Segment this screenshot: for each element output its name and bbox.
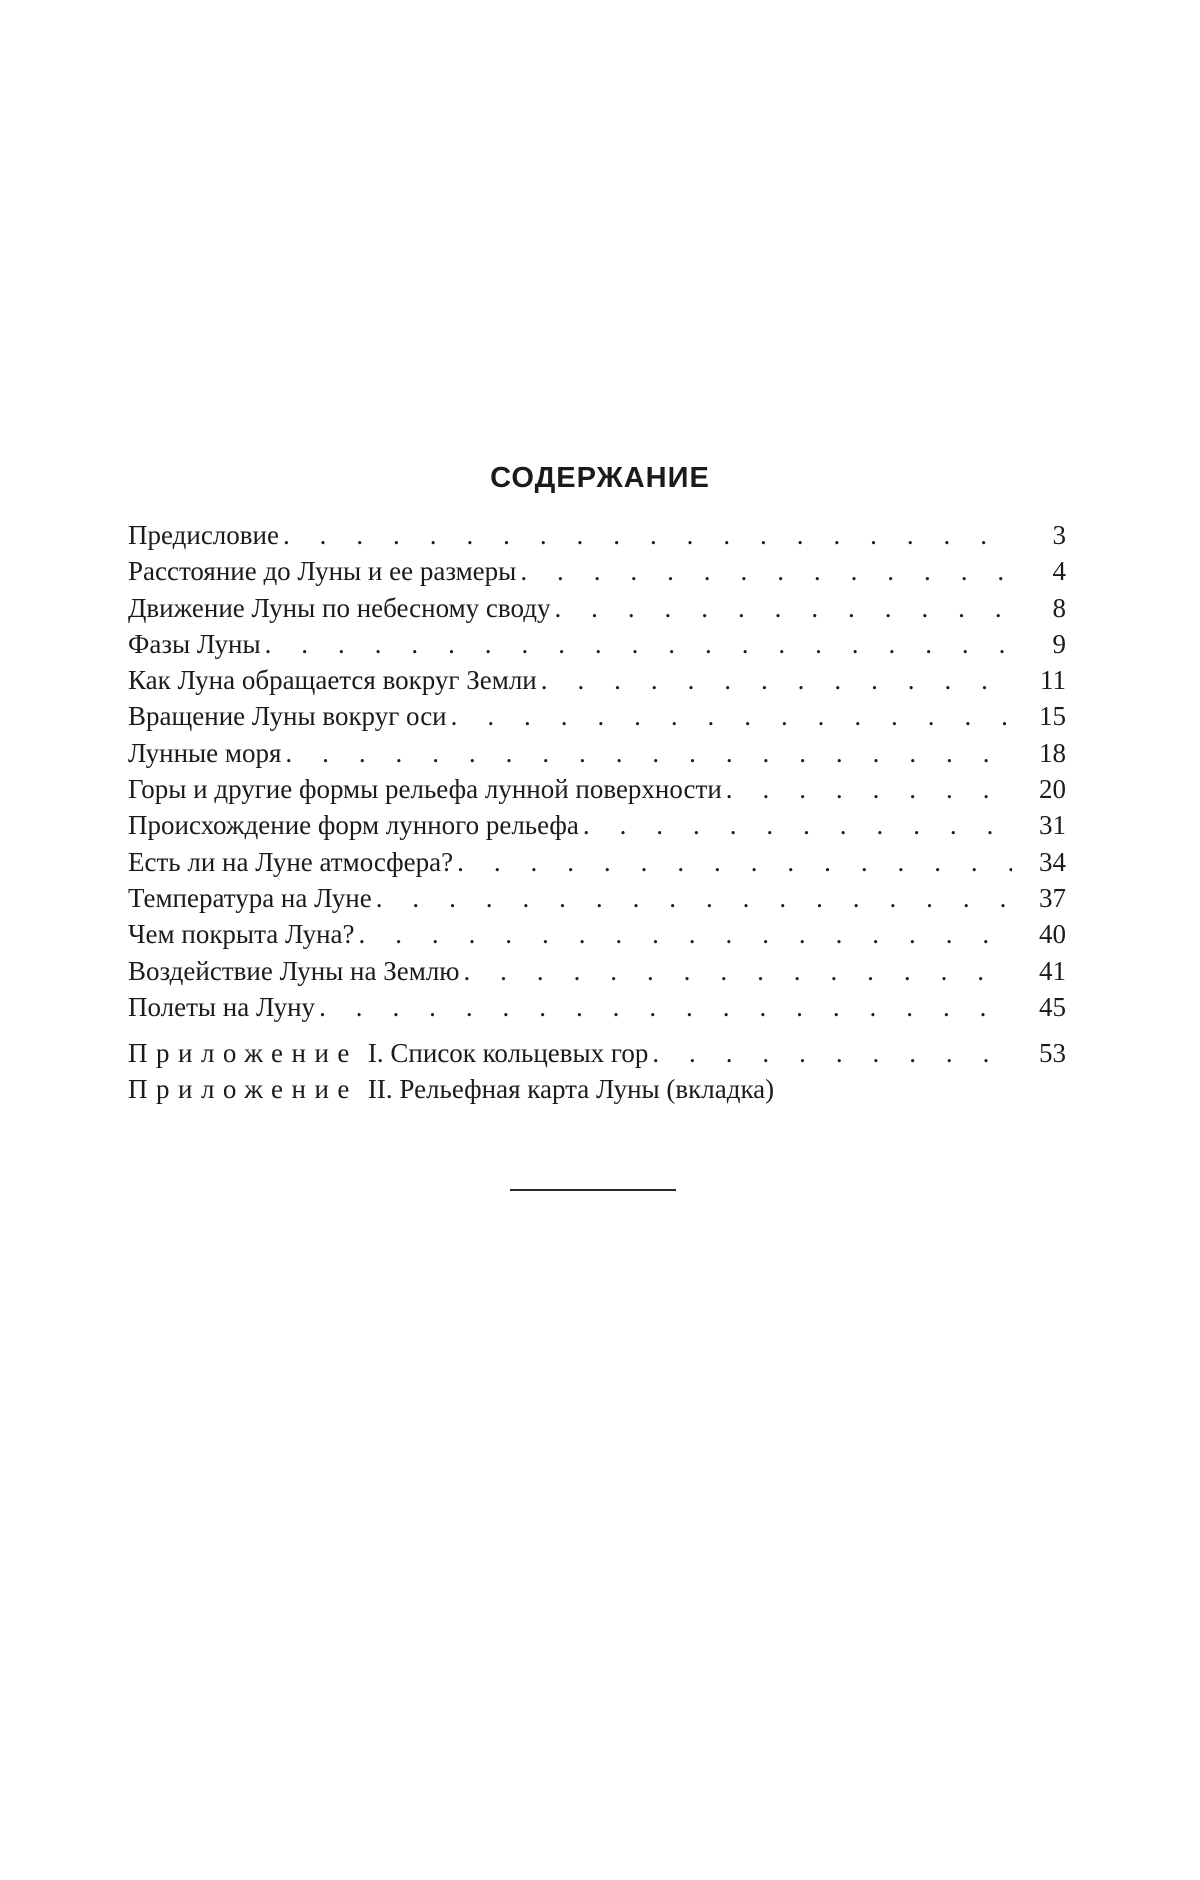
toc-entry[interactable] bbox=[128, 517, 1066, 553]
toc-entry-page: 4 bbox=[1052, 556, 1066, 587]
toc-entry-label: Горы и другие формы рельефа лунной поверхности bbox=[128, 774, 722, 805]
dot-leader bbox=[652, 1035, 1012, 1071]
toc-entry-page: 31 bbox=[1039, 810, 1066, 841]
toc-entry[interactable] bbox=[128, 916, 1066, 952]
toc-title: СОДЕРЖАНИЕ bbox=[490, 462, 710, 494]
toc-entry[interactable] bbox=[128, 807, 1066, 843]
dot-leader bbox=[285, 735, 1012, 771]
toc-entry[interactable] bbox=[128, 844, 1066, 880]
toc-entry-label: Температура на Луне bbox=[128, 882, 372, 913]
toc-entry[interactable] bbox=[128, 953, 1066, 989]
toc-entry-label: Чем покрыта Луна? bbox=[128, 919, 355, 950]
toc-entry-page: 53 bbox=[1039, 1038, 1066, 1069]
toc-entry-label: Лунные моря bbox=[128, 737, 282, 768]
toc-entry-page: 9 bbox=[1052, 628, 1066, 659]
toc-entry-page: 20 bbox=[1039, 774, 1066, 805]
toc-entry[interactable] bbox=[128, 880, 1066, 916]
dot-leader bbox=[359, 916, 1013, 952]
toc-entry-label: Вращение Луны вокруг оси bbox=[128, 701, 447, 732]
toc-entry-label: Происхождение форм лунного рельефа bbox=[128, 810, 579, 841]
dot-leader bbox=[457, 844, 1012, 880]
dot-leader bbox=[265, 626, 1012, 662]
toc-entry-page: 18 bbox=[1039, 737, 1066, 768]
toc-appendix-entry[interactable] bbox=[128, 1035, 1066, 1071]
toc-entry-label: Движение Луны по небесному своду bbox=[128, 592, 551, 623]
dot-leader bbox=[726, 771, 1012, 807]
toc-entry-page: 15 bbox=[1039, 701, 1066, 732]
toc-entry-label: Как Луна обращается вокруг Земли bbox=[128, 665, 537, 696]
toc-entry-label: Есть ли на Луне атмосфера? bbox=[128, 846, 454, 877]
dot-leader bbox=[376, 880, 1012, 916]
toc-entry[interactable] bbox=[128, 989, 1066, 1025]
toc-entry[interactable] bbox=[128, 590, 1066, 626]
dot-leader bbox=[451, 698, 1012, 734]
toc-entry-label: Воздействие Луны на Землю bbox=[128, 955, 460, 986]
toc-entry-label: Полеты на Луну bbox=[128, 991, 316, 1022]
toc-entry-page: 34 bbox=[1039, 846, 1066, 877]
toc-entry-label: Расстояние до Луны и ее размеры bbox=[128, 556, 517, 587]
toc-entry[interactable] bbox=[128, 662, 1066, 698]
appendix-word: Приложение bbox=[128, 1038, 358, 1069]
toc-entry-page: 41 bbox=[1039, 955, 1066, 986]
toc-entry[interactable] bbox=[128, 698, 1066, 734]
toc-entry[interactable] bbox=[128, 771, 1066, 807]
dot-leader bbox=[319, 989, 1012, 1025]
closing-rule bbox=[510, 1189, 676, 1191]
toc-appendix-label: II. Рельефная карта Луны (вкладка) bbox=[367, 1074, 775, 1105]
toc-entry[interactable] bbox=[128, 553, 1066, 589]
toc-appendix-label: I. Список кольцевых гор bbox=[367, 1038, 649, 1069]
toc-entry[interactable] bbox=[128, 735, 1066, 771]
toc-entry-page: 37 bbox=[1039, 882, 1066, 913]
toc-entry-label: Предисловие bbox=[128, 520, 279, 550]
toc-entry-label: Фазы Луны bbox=[128, 628, 261, 659]
table-of-contents bbox=[128, 517, 1066, 1108]
toc-appendix-entry[interactable] bbox=[128, 1071, 1066, 1107]
toc-entry[interactable] bbox=[128, 626, 1066, 662]
dot-leader bbox=[463, 953, 1012, 989]
dot-leader bbox=[283, 517, 1012, 553]
toc-entry-page: 11 bbox=[1040, 665, 1066, 696]
toc-entry-page: 3 bbox=[1052, 520, 1066, 550]
toc-entry-page: 8 bbox=[1052, 592, 1066, 623]
dot-leader bbox=[554, 590, 1012, 626]
dot-leader bbox=[520, 553, 1012, 589]
toc-entry-page: 40 bbox=[1039, 919, 1066, 950]
toc-entry-page: 45 bbox=[1039, 991, 1066, 1022]
dot-leader bbox=[541, 662, 1012, 698]
appendix-word: Приложение bbox=[128, 1074, 358, 1105]
dot-leader bbox=[583, 807, 1012, 843]
